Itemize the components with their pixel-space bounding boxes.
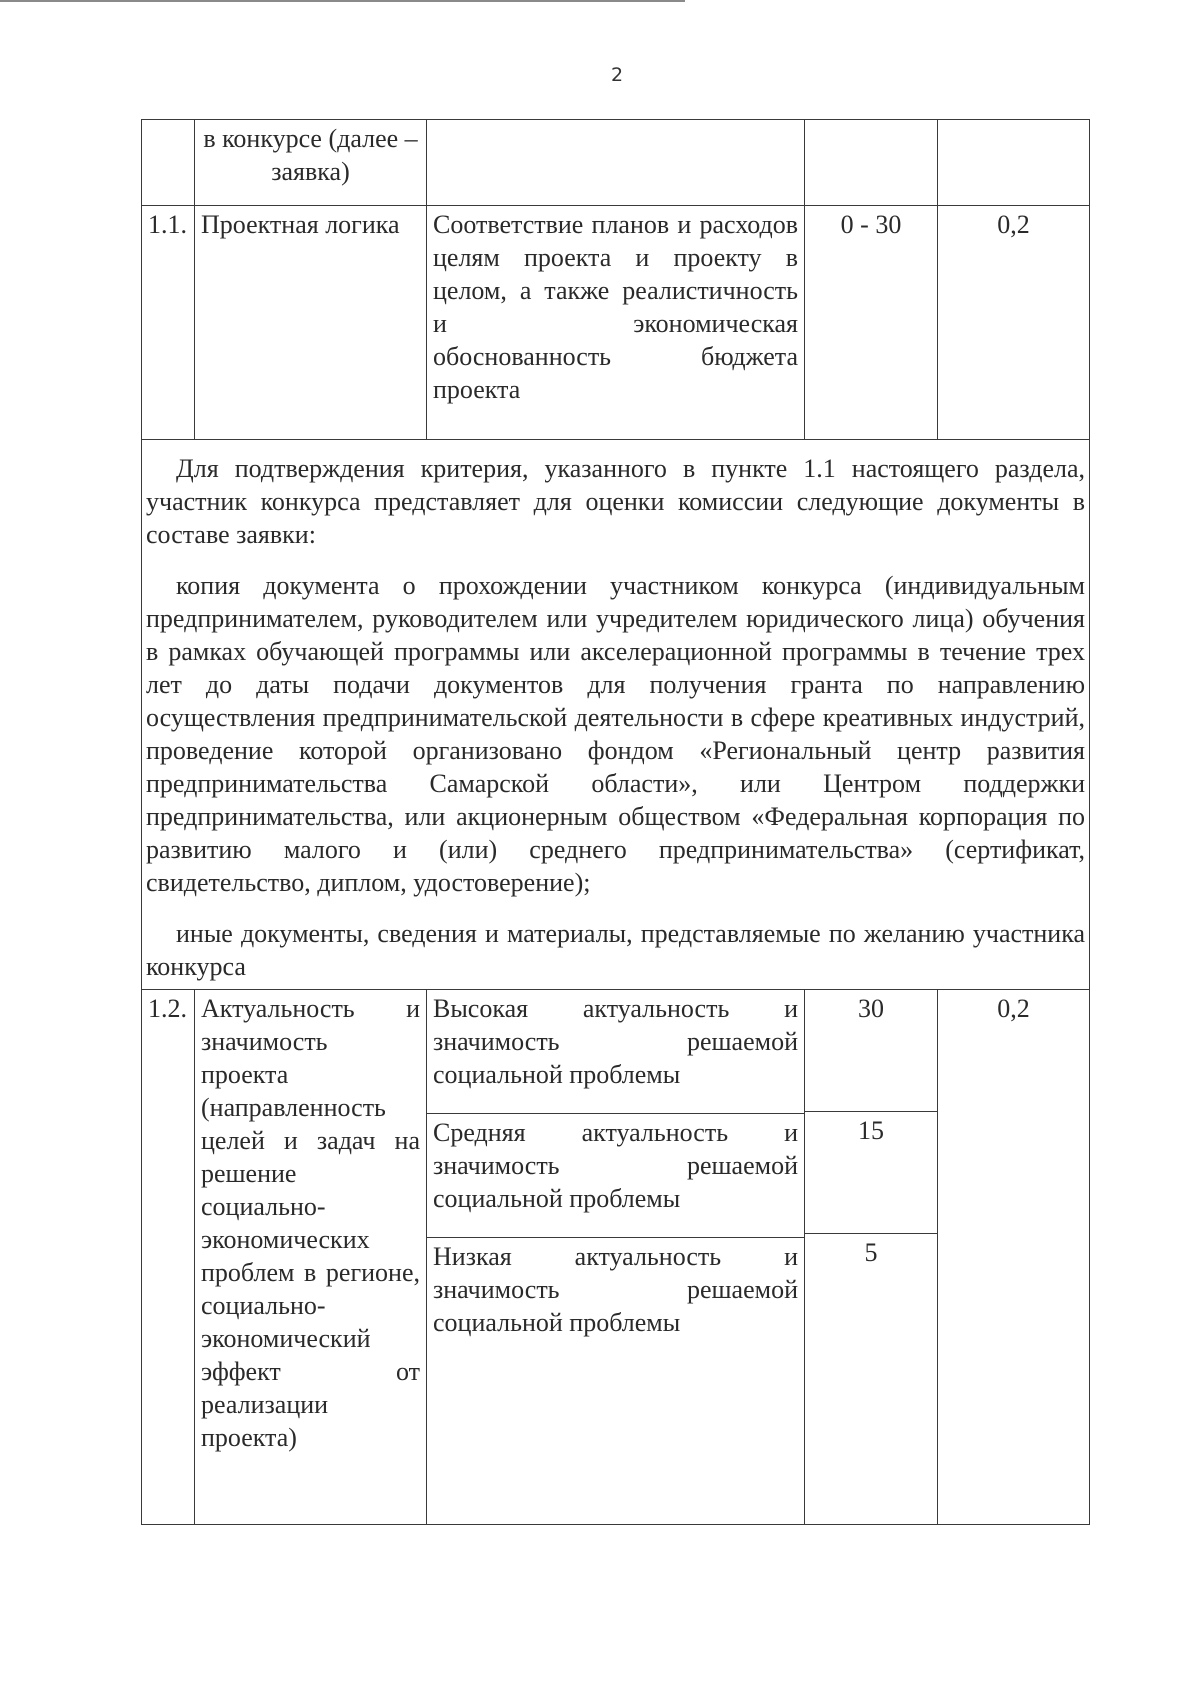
note-cell — [142, 440, 1090, 990]
cell-score-empty — [805, 120, 938, 206]
criterion-name: Актуальность и значимость проекта (направленность целей и задач на решение социально-экономических проблем в регионе, социально-экономический эффект от реализации проекта) — [195, 990, 427, 1525]
criterion-continuation-text: в конкурсе (далее – заявка) — [203, 124, 418, 186]
level-score-high: 30 — [805, 990, 937, 1112]
table-row-1-2 — [142, 990, 1090, 1525]
criterion-description: Соответствие планов и расходов целям проекта и проекту в целом, а также реалистичность и экономическая обоснованность бюджета проекта — [427, 206, 805, 440]
level-description-high: Высокая актуальность и значимость решаемой социальной проблемы — [427, 990, 804, 1114]
weight-coefficient: 0,2 — [938, 990, 1090, 1525]
note-document-paragraph-1: копия документа о прохождении участником конкурса (индивидуальным предпринимателем, руководителем или учредителем юридического лица) обучения в рамках обучающей программы или акселерационной программы в течение трех лет до даты подачи документов для получения гранта по направлению осуществления предпринимательской деятельности в сфере креативных индустрий, проведение которой организовано фондом «Региональный центр развития предпринимательства Самарской области», или Центром поддержки предпринимательства, или акционерным обществом «Федеральная корпорация по развитию малого и (или) среднего предпринимательства» (сертификат, свидетельство, диплом, удостоверение); — [146, 571, 1085, 897]
cell-number-empty — [142, 120, 195, 206]
level-description-medium: Средняя актуальность и значимость решаемой социальной проблемы — [427, 1114, 804, 1238]
table-row-1-1 — [142, 206, 1090, 440]
cell-weight-empty — [938, 120, 1090, 206]
criteria-table — [141, 119, 1090, 1525]
score-range: 0 - 30 — [805, 206, 938, 440]
level-score-low: 5 — [864, 1238, 878, 1267]
level-score-medium: 15 — [805, 1112, 937, 1234]
note-intro-paragraph: Для подтверждения критерия, указанного в пункте 1.1 настоящего раздела, участник конкурса представляет для оценки комиссии следующие документы в составе заявки: — [146, 454, 1085, 549]
table-row-continuation — [142, 120, 1090, 206]
cell-description-empty — [427, 120, 805, 206]
cell-criterion-continuation — [195, 120, 427, 206]
level-scores-cell — [805, 990, 938, 1525]
row-number: 1.2. — [142, 990, 195, 1525]
level-descriptions-cell — [427, 990, 805, 1525]
level-description-low: Низкая актуальность и значимость решаемой социальной проблемы — [433, 1242, 798, 1337]
scan-top-edge-line — [0, 0, 685, 2]
note-document-paragraph-2: иные документы, сведения и материалы, представляемые по желанию участника конкурса — [146, 919, 1085, 981]
weight-coefficient: 0,2 — [938, 206, 1090, 440]
table-row-note-1-1 — [142, 440, 1090, 990]
criterion-name: Проектная логика — [195, 206, 427, 440]
page-number: 2 — [610, 64, 624, 86]
row-number: 1.1. — [142, 206, 195, 440]
